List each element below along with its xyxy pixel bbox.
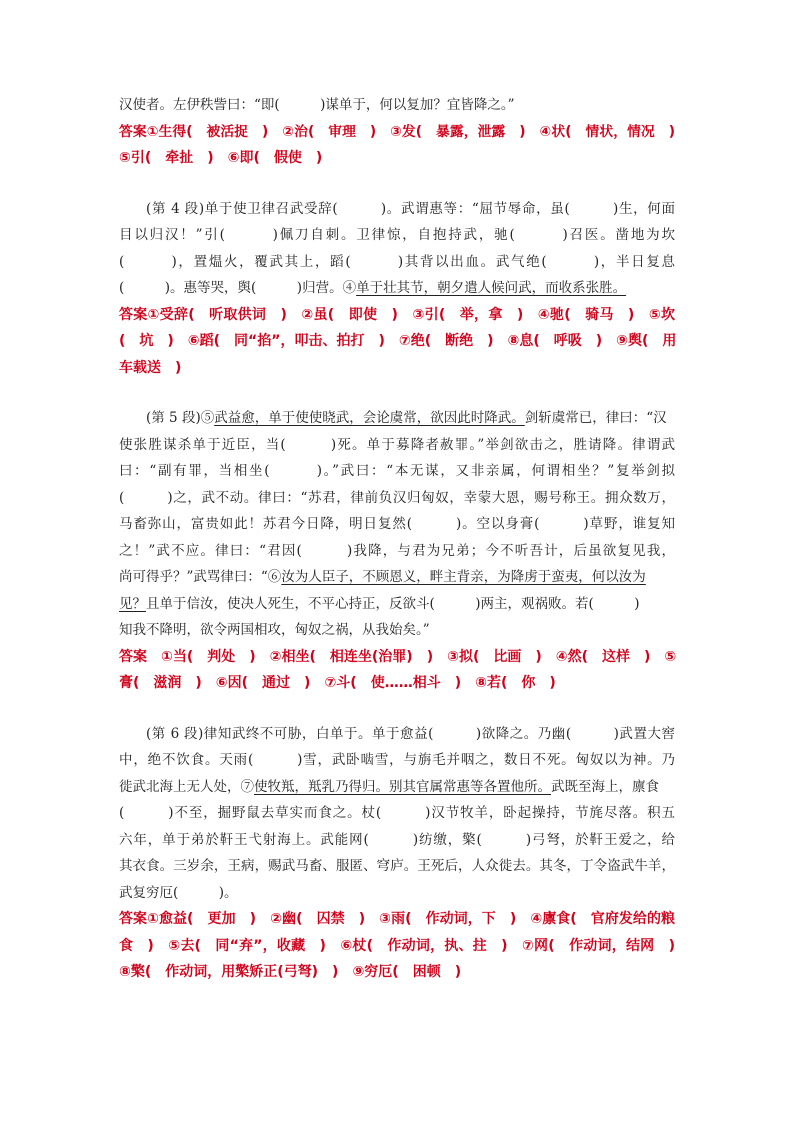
answer-line: 食 ) ⑤去( 同“弃”，收藏 ) ⑥杖( 作动词，执、拄 ) ⑦网( 作动词，结网 )	[119, 937, 675, 954]
passage-text: ( )。惠等哭，舆( )归营。④	[119, 280, 357, 296]
passage-line: 汉使者。左伊秩訾曰：“即( )谋单于，何以复加？宜皆降之。”	[119, 97, 515, 113]
passage-line: 六年，单于弟於靬王弋射海上。武能网( )纺缴，檠( )弓弩，於靬王爱之，给	[119, 831, 675, 848]
passage-line: 武复穷厄( )。	[119, 884, 238, 901]
passage-line: ( )，置煴火，覆武其上，蹈( )其背以出血。武气绝( )，半日复息	[119, 253, 675, 270]
passage-line: ( )之，武不动。律曰：“苏君，律前负汉归匈奴，幸蒙大恩，赐号称王。拥众数万，	[119, 489, 675, 506]
passage-text: (第 5 段)⑤	[146, 410, 215, 426]
passage-line: (第 6 段)律知武终不可胁，白单于。单于愈益( )欲降之。乃幽( )武置大窖	[146, 725, 675, 742]
answer-line: 答案 ①当( 判处 ) ②相坐( 相连坐(治罪) ) ③拟( 比画 ) ④然( 这样 ) ⑤	[119, 648, 677, 665]
answer-line: ⑤引( 牵扯 ) ⑥即( 假使 )	[119, 150, 323, 166]
document-page	[119, 92, 675, 986]
passage-line: 曰：“副有罪，当相坐( )。”武曰：“本无谋，又非亲属，何谓相坐？”复举剑拟	[119, 463, 675, 479]
passage-line: 其衣食。三岁余，王病，赐武马畜、服匿、穹庐。王死后，人众徙去。其冬，丁令盗武牛羊，	[119, 858, 675, 874]
answer-line: ( 坑 ) ⑥蹈( 同“掐”，叩击、拍打 ) ⑦绝( 断绝 ) ⑧息( 呼吸 ) ⑨舆( 用	[119, 333, 677, 349]
passage-line	[119, 591, 675, 618]
passage-line	[119, 774, 675, 801]
answer-line: 膏( 滋润 ) ⑥因( 通过 ) ⑦斗( 使……相斗 ) ⑧若( 你 )	[119, 675, 556, 691]
passage-line: 目以归汉！”引( )佩刀自刺。卫律惊，自抱持武，驰( )召医。凿地为坎	[119, 227, 675, 243]
passage-line: 中，绝不饮食。天雨( )雪，武卧啮雪，与旃毛并咽之，数日不死。匈奴以为神。乃	[119, 752, 675, 768]
underlined-sentence: 武益愈，单于使使晓武，会论虞常，欲因此时降武。	[214, 410, 525, 426]
answer-line: 答案①生得( 被活捉 ) ②治( 审理 ) ③发( 暴露，泄露 ) ④状( 情状，情况 )	[119, 123, 675, 140]
passage-line: 马畜弥山，富贵如此！苏君今日降，明日复然( )。空以身膏( )草野，谁复知	[119, 516, 675, 532]
passage-text: 尚可得乎？”武骂律曰：“⑥	[119, 569, 282, 585]
passage-line: 知我不降明，欲令两国相攻，匈奴之祸，从我始矣。”	[119, 622, 430, 638]
passage-line: 使张胜谋杀单于近臣，当( )死。单于募降者赦罪。”举剑欲击之，胜请降。律谓武	[119, 436, 675, 453]
passage-line: ( )不至，掘野鼠去草实而食之。杖( )汉节牧羊，卧起操持，节旄尽落。积五	[119, 805, 675, 821]
answer-line: ⑧檠( 作动词，用檠矫正(弓弩) ) ⑨穷厄( 困顿 )	[119, 964, 462, 980]
passage-text: 剑斩虞常已，律曰：“汉	[524, 410, 667, 426]
passage-line	[119, 564, 675, 591]
underlined-sentence: 使牧羝，羝乳乃得归。别其官属常惠等各置他所。	[254, 778, 551, 795]
underlined-sentence: 单于壮其节，朝夕遣人候问武，而收系张胜。	[356, 280, 627, 296]
passage-line: (第 4 段)单于使卫律召武受辞( )。武谓惠等：“屈节辱命，虽( )生，何面	[146, 200, 675, 217]
answer-line: 答案①受辞( 听取供词 ) ②虽( 即使 ) ③引( 举，拿 ) ④驰( 骑马 ) ⑤坎	[119, 306, 675, 323]
passage-line	[119, 405, 675, 432]
answer-line: 车载送 )	[119, 359, 182, 376]
passage-text: 徙武北海上无人处，⑦	[119, 778, 254, 795]
underlined-sentence: 见？	[119, 595, 146, 612]
underlined-sentence: 汝为人臣子，不顾恩义，畔主背亲，为降虏于蛮夷，何以汝为	[281, 569, 646, 585]
passage-line	[119, 275, 675, 302]
answer-line: 答案①愈益( 更加 ) ②幽( 囚禁 ) ③雨( 作动词，下 ) ④廪食( 官府发给的粮	[119, 911, 675, 927]
passage-line: 之！”武不应。律曰：“君因( )我降，与君为兄弟；今不听吾计，后虽欲复见我，	[119, 542, 675, 559]
passage-text: 武既至海上，廪食	[551, 778, 659, 795]
passage-text: 且单于信汝，使决人死生，不平心持正，反欲斗( )两主，观祸败。若( )	[146, 595, 640, 612]
